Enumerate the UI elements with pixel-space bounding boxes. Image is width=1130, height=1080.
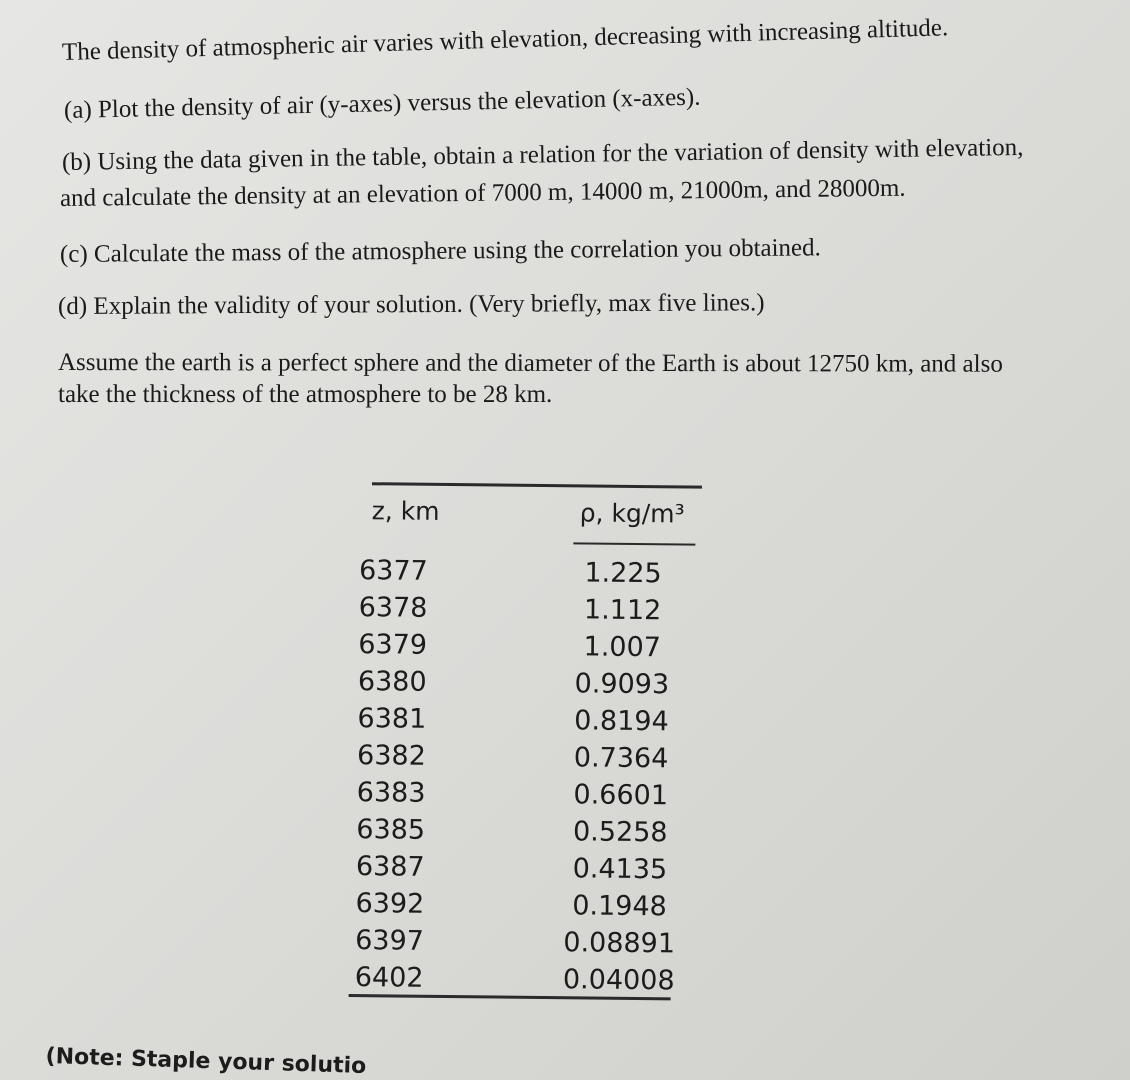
density-cell: 1.007: [583, 631, 662, 664]
staple-note: (Note: Staple your solutio: [45, 1044, 367, 1080]
assumption-text-line2: take the thickness of the atmosphere to be 28 km.: [58, 381, 553, 408]
density-cell: 0.1948: [572, 890, 667, 923]
elevation-cell: 6378: [358, 592, 428, 624]
elevation-cell: 6385: [356, 814, 426, 846]
density-cell: 1.112: [583, 594, 662, 627]
density-table: [346, 482, 704, 1026]
elevation-cell: 6383: [356, 777, 426, 809]
header-density: ρ, kg/m³: [579, 498, 685, 529]
density-cell: 1.225: [584, 557, 662, 590]
elevation-cell: 6377: [358, 555, 428, 587]
part-d-text: (d) Explain the validity of your solution. (Very briefly, max five lines.): [57, 289, 765, 320]
intro-text: The density of atmospheric air varies with elevation, decreasing with increasing altitude.: [61, 14, 949, 66]
elevation-column: [355, 552, 428, 997]
note-clip: [0, 1030, 400, 1080]
density-column: [555, 554, 688, 999]
elevation-cell: 6387: [355, 851, 425, 883]
elevation-cell: 6402: [354, 962, 424, 994]
density-cell: 0.04008: [562, 964, 675, 997]
density-cell: 0.8194: [574, 705, 669, 738]
part-c-text: (c) Calculate the mass of the atmosphere using the correlation you obtained.: [59, 234, 821, 268]
assumption-text-line1: Assume the earth is a perfect sphere and the diameter of the Earth is about 12750 km, and also: [57, 349, 1003, 378]
table-header-rule: [573, 542, 695, 545]
elevation-cell: 6382: [356, 740, 427, 772]
density-cell: 0.9093: [574, 668, 670, 701]
header-elevation: z, km: [371, 496, 440, 526]
table-top-rule: [372, 482, 702, 488]
elevation-cell: 6397: [355, 925, 425, 957]
part-a-text: (a) Plot the density of air (y-axes) versus the elevation (x-axes).: [63, 83, 701, 124]
density-cell: 0.7364: [573, 742, 669, 775]
density-cell: 0.08891: [563, 927, 676, 960]
elevation-cell: 6381: [357, 703, 427, 735]
density-cell: 0.4135: [572, 853, 668, 886]
part-b-text-line2: and calculate the density at an elevation of 7000 m, 14000 m, 21000m, and 28000m.: [59, 174, 906, 212]
elevation-cell: 6380: [357, 666, 427, 698]
density-cell: 0.6601: [573, 779, 669, 812]
elevation-cell: 6379: [358, 629, 428, 661]
part-b-text-line1: (b) Using the data given in the table, obtain a relation for the variation of density with elevation,: [61, 133, 1024, 176]
elevation-cell: 6392: [355, 888, 425, 920]
density-cell: 0.5258: [572, 816, 668, 849]
